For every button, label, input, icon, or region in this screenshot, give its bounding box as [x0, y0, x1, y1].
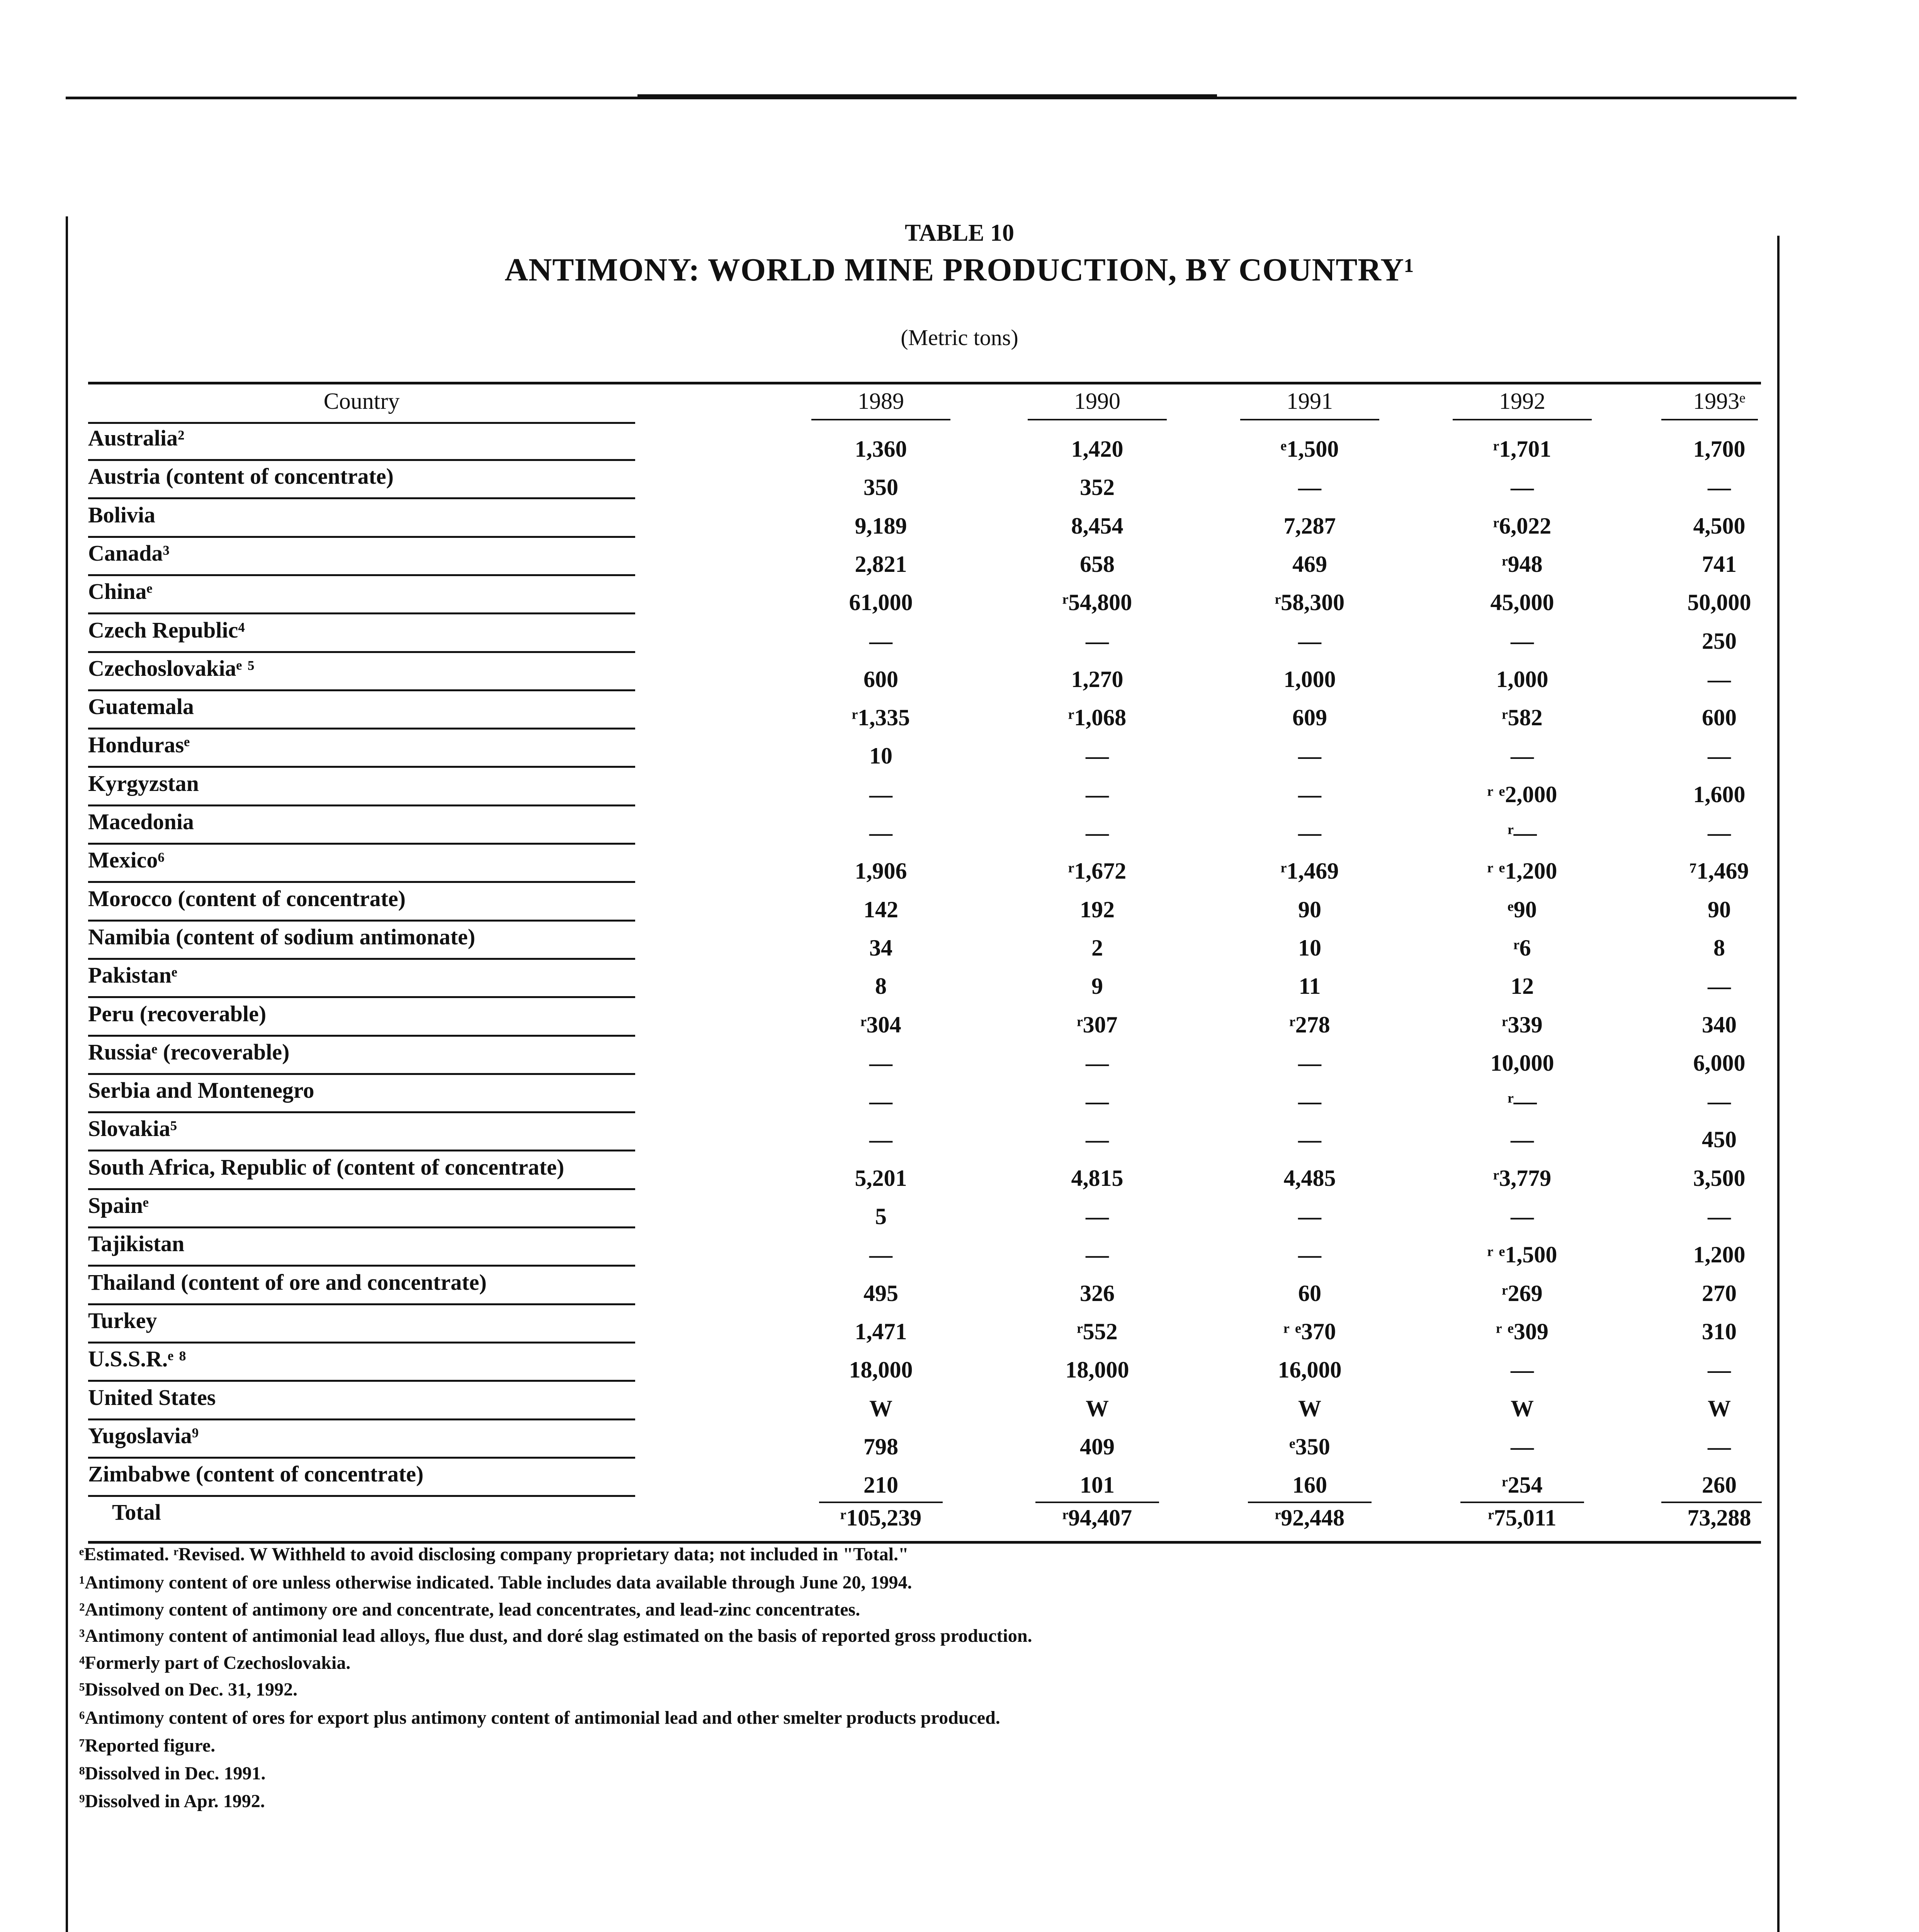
country-name: Peru (recoverable) [88, 1001, 267, 1026]
cell-value: 10 [869, 743, 892, 769]
cell-value: 4,485 [1283, 1165, 1336, 1191]
table-row [0, 1423, 1919, 1461]
cell-value: ʳ6,022 [1493, 513, 1552, 539]
cell-value: 8 [1713, 935, 1725, 961]
cell-value: — [869, 1242, 892, 1267]
total-overline-1990 [1035, 1502, 1159, 1503]
cell-value: 340 [1702, 1012, 1737, 1037]
table-row [0, 1154, 1919, 1193]
cell-value: 1,000 [1283, 667, 1336, 692]
cell-value: — [1708, 1434, 1731, 1459]
cell-value: 1,700 [1693, 436, 1746, 462]
cell-value: — [1086, 1050, 1109, 1076]
header-underline-1991 [1240, 419, 1379, 420]
cell-value: — [869, 628, 892, 654]
cell-value: 260 [1702, 1472, 1737, 1498]
cell-value: 61,000 [849, 590, 913, 615]
cell-value: ʳ254 [1502, 1472, 1543, 1498]
footnote: ³Antimony content of antimonial lead alloys, flue dust, and doré slag estimated on the basis of reported gross production. [79, 1626, 1032, 1646]
cell-value: 741 [1702, 551, 1737, 577]
row-underline [88, 612, 635, 614]
cell-value: 5 [875, 1204, 887, 1229]
country-name: U.S.S.R.ᵉ ⁸ [88, 1346, 186, 1371]
cell-value: — [1086, 1204, 1109, 1229]
country-name: Morocco (content of concentrate) [88, 886, 406, 911]
table-row-total [0, 1499, 1919, 1538]
cell-value: — [1298, 1204, 1321, 1229]
footnote: ⁶Antimony content of ores for export plus antimony content of antimonial lead and other smelter products produced. [79, 1708, 1000, 1728]
cell-value: ʳ278 [1289, 1012, 1330, 1037]
cell-value: W [1708, 1396, 1731, 1421]
header-bottom-rule [88, 422, 635, 424]
cell-value: ʳ339 [1502, 1012, 1543, 1037]
footnote: ⁹Dissolved in Apr. 1992. [79, 1791, 265, 1811]
cell-value: W [1511, 1396, 1534, 1421]
country-name: Slovakia⁵ [88, 1116, 177, 1141]
cell-value: 1,200 [1693, 1242, 1746, 1267]
footnote: ᵉEstimated. ʳRevised. W Withheld to avoid disclosing company proprietary data; not included in "Total." [79, 1544, 909, 1565]
cell-value: 11 [1299, 973, 1321, 999]
cell-value: 326 [1080, 1281, 1115, 1306]
cell-value: — [1708, 474, 1731, 500]
cell-value: ʳ1,469 [1280, 858, 1339, 884]
total-label: Total [112, 1500, 161, 1525]
cell-value: 450 [1702, 1127, 1737, 1152]
row-underline [88, 881, 635, 883]
cell-value: — [1708, 820, 1731, 845]
row-underline [88, 1418, 635, 1420]
cell-value: 1,471 [855, 1319, 907, 1344]
cell-value: — [1511, 628, 1534, 654]
cell-value: 270 [1702, 1281, 1737, 1306]
cell-value: — [1086, 1242, 1109, 1267]
cell-value: ʳ ᵉ1,500 [1487, 1242, 1557, 1267]
total-value-1990: ʳ94,407 [1062, 1505, 1132, 1531]
total-overline-1992 [1460, 1502, 1584, 1503]
cell-value: — [1511, 743, 1534, 769]
footnote: ⁴Formerly part of Czechoslovakia. [79, 1653, 351, 1673]
cell-value: ʳ— [1508, 1088, 1537, 1114]
cell-value: ʳ58,300 [1275, 590, 1345, 615]
cell-value: — [1298, 743, 1321, 769]
cell-value: 101 [1080, 1472, 1115, 1498]
cell-value: — [1708, 667, 1731, 692]
cell-value: 9,189 [855, 513, 907, 539]
cell-value: 2,821 [855, 551, 907, 577]
table-row [0, 655, 1919, 694]
cell-value: ʳ1,068 [1068, 705, 1127, 730]
cell-value: ᵉ350 [1289, 1434, 1330, 1459]
cell-value: ʳ307 [1077, 1012, 1118, 1037]
row-underline [88, 1342, 635, 1344]
table-units: (Metric tons) [901, 325, 1018, 350]
cell-value: — [1298, 1088, 1321, 1114]
cell-value: — [1511, 1204, 1534, 1229]
col-header-1993: 1993ᵉ [1693, 388, 1746, 414]
row-underline [88, 804, 635, 806]
col-header-1992: 1992 [1499, 388, 1545, 414]
cell-value: — [1298, 628, 1321, 654]
cell-value: 6,000 [1693, 1050, 1746, 1076]
cell-value: 90 [1298, 897, 1321, 922]
total-value-1993: 73,288 [1687, 1505, 1751, 1531]
cell-value: ʳ ᵉ309 [1496, 1319, 1548, 1344]
row-underline [88, 1265, 635, 1267]
cell-value: 409 [1080, 1434, 1115, 1459]
cell-value: 469 [1292, 551, 1327, 577]
cell-value: 5,201 [855, 1165, 907, 1191]
cell-value: — [1086, 628, 1109, 654]
row-underline [88, 1303, 635, 1305]
country-name: Thailand (content of ore and concentrate) [88, 1270, 487, 1295]
cell-value: 1,420 [1071, 436, 1124, 462]
cell-value: 7,287 [1283, 513, 1336, 539]
country-name: Bolivia [88, 502, 156, 527]
table-row [0, 962, 1919, 1001]
table-row [0, 1308, 1919, 1346]
table-row [0, 1001, 1919, 1039]
row-underline [88, 1150, 635, 1151]
country-name: Turkey [88, 1308, 157, 1333]
cell-value: 60 [1298, 1281, 1321, 1306]
total-value-1989: ʳ105,239 [840, 1505, 922, 1531]
cell-value: — [869, 1088, 892, 1114]
col-header-1989: 1989 [858, 388, 904, 414]
footnote: ⁵Dissolved on Dec. 31, 1992. [79, 1679, 298, 1700]
table-row [0, 463, 1919, 502]
cell-value: — [1298, 820, 1321, 845]
cell-value: — [1708, 743, 1731, 769]
cell-value: ʳ1,672 [1068, 858, 1127, 884]
table-row [0, 1346, 1919, 1384]
country-name: Zimbabwe (content of concentrate) [88, 1461, 424, 1486]
country-name: Guatemala [88, 694, 194, 719]
row-underline [88, 958, 635, 960]
country-name: Yugoslavia⁹ [88, 1423, 199, 1448]
cell-value: ʳ— [1508, 820, 1537, 845]
country-name: Mexico⁶ [88, 847, 165, 872]
table-row [0, 809, 1919, 847]
cell-value: 1,600 [1693, 782, 1746, 807]
footnote: ⁷Reported figure. [79, 1735, 216, 1756]
cell-value: ʳ269 [1502, 1281, 1543, 1306]
table-row [0, 1077, 1919, 1116]
cell-value: 350 [863, 474, 898, 500]
cell-value: 658 [1080, 551, 1115, 577]
footnote: ¹Antimony content of ore unless otherwise indicated. Table includes data available through June 20, 1994. [79, 1572, 912, 1593]
cell-value: 10 [1298, 935, 1321, 961]
cell-value: — [869, 1127, 892, 1152]
cell-value: — [1708, 973, 1731, 999]
col-header-country: Country [323, 388, 400, 414]
table-row [0, 617, 1919, 656]
cell-value: 1,360 [855, 436, 907, 462]
cell-value: — [1708, 1357, 1731, 1383]
table-row [0, 694, 1919, 732]
cell-value: 12 [1511, 973, 1534, 999]
country-name: United States [88, 1385, 216, 1410]
country-name: Czechoslovakiaᵉ ⁵ [88, 656, 255, 681]
cell-value: — [869, 820, 892, 845]
cell-value: ʳ582 [1502, 705, 1543, 730]
row-underline [88, 1035, 635, 1037]
cell-value: 16,000 [1278, 1357, 1342, 1383]
row-underline [88, 459, 635, 461]
country-name: Macedonia [88, 809, 194, 834]
cell-value: 4,815 [1071, 1165, 1124, 1191]
country-name: Australia² [88, 425, 185, 451]
table-row [0, 1116, 1919, 1154]
cell-value: ʳ ᵉ370 [1283, 1319, 1336, 1344]
cell-value: ᵉ90 [1508, 897, 1537, 922]
cell-value: 34 [869, 935, 892, 961]
country-name: Czech Republic⁴ [88, 617, 245, 643]
total-value-1991: ʳ92,448 [1275, 1505, 1345, 1531]
col-header-1990: 1990 [1074, 388, 1120, 414]
cell-value: ʳ ᵉ1,200 [1487, 858, 1557, 884]
table-row [0, 1192, 1919, 1231]
cell-value: ʳ54,800 [1062, 590, 1132, 615]
row-underline [88, 920, 635, 922]
row-underline [88, 996, 635, 998]
cell-value: ᵉ1,500 [1280, 436, 1339, 462]
cell-value: ʳ1,335 [852, 705, 910, 730]
country-name: Russiaᵉ (recoverable) [88, 1039, 290, 1065]
row-underline [88, 1111, 635, 1113]
cell-value: W [1086, 1396, 1109, 1421]
table-row [0, 924, 1919, 963]
cell-value: 2 [1091, 935, 1103, 961]
cell-value: 1,000 [1496, 667, 1548, 692]
row-underline [88, 1188, 635, 1190]
cell-value: 10,000 [1490, 1050, 1554, 1076]
table-row [0, 732, 1919, 770]
top-rule-heavy [637, 94, 1217, 99]
cell-value: ⁷1,469 [1690, 858, 1749, 884]
cell-value: — [869, 1050, 892, 1076]
cell-value: 8 [875, 973, 887, 999]
cell-value: 192 [1080, 897, 1115, 922]
country-name: South Africa, Republic of (content of concentrate) [88, 1155, 564, 1180]
table-number: TABLE 10 [904, 220, 1015, 246]
cell-value: ʳ6 [1513, 935, 1531, 961]
country-name: Tajikistan [88, 1231, 185, 1256]
cell-value: — [1086, 1088, 1109, 1114]
table-row [0, 1039, 1919, 1078]
row-underline [88, 1457, 635, 1459]
cell-value: 609 [1292, 705, 1327, 730]
cell-value: ʳ3,779 [1493, 1165, 1552, 1191]
table-row [0, 1231, 1919, 1269]
cell-value: ʳ1,701 [1493, 436, 1552, 462]
col-header-1991: 1991 [1287, 388, 1333, 414]
cell-value: — [1511, 1434, 1534, 1459]
table-row [0, 847, 1919, 886]
country-name: Hondurasᵉ [88, 732, 190, 757]
row-underline [88, 766, 635, 768]
cell-value: 90 [1708, 897, 1731, 922]
cell-value: ʳ304 [860, 1012, 901, 1037]
total-value-1992: ʳ75,011 [1488, 1505, 1557, 1531]
cell-value: 142 [863, 897, 898, 922]
table-bottom-rule [88, 1541, 1761, 1544]
country-name: Canada³ [88, 541, 170, 566]
table-row [0, 540, 1919, 579]
total-overline-1993 [1661, 1502, 1762, 1503]
cell-value: — [1511, 474, 1534, 500]
cell-value: 495 [863, 1281, 898, 1306]
total-overline-1991 [1248, 1502, 1372, 1503]
header-underline-1993 [1661, 419, 1758, 420]
cell-value: 18,000 [849, 1357, 913, 1383]
cell-value: ʳ552 [1077, 1319, 1118, 1344]
table-row [0, 425, 1919, 464]
cell-value: — [1298, 782, 1321, 807]
cell-value: — [1511, 1127, 1534, 1152]
table-title: ANTIMONY: WORLD MINE PRODUCTION, BY COUNTRY¹ [505, 252, 1414, 288]
country-name: Chinaᵉ [88, 579, 153, 604]
cell-value: ʳ948 [1502, 551, 1543, 577]
cell-value: 1,906 [855, 858, 907, 884]
cell-value: — [1086, 1127, 1109, 1152]
cell-value: 210 [863, 1472, 898, 1498]
row-underline [88, 574, 635, 576]
cell-value: — [1708, 1088, 1731, 1114]
total-overline-1989 [819, 1502, 943, 1503]
footnote: ²Antimony content of antimony ore and concentrate, lead concentrates, and lead-zinc concentrates. [79, 1599, 860, 1620]
table-row [0, 1269, 1919, 1308]
cell-value: — [1511, 1357, 1534, 1383]
header-underline-1992 [1453, 419, 1592, 420]
cell-value: 310 [1702, 1319, 1737, 1344]
row-underline [88, 728, 635, 730]
country-name: Pakistanᵉ [88, 963, 177, 988]
cell-value: 8,454 [1071, 513, 1124, 539]
row-underline [88, 843, 635, 845]
country-name: Serbia and Montenegro [88, 1078, 314, 1103]
cell-value: 600 [1702, 705, 1737, 730]
cell-value: 45,000 [1490, 590, 1554, 615]
cell-value: — [869, 782, 892, 807]
table-row [0, 578, 1919, 617]
cell-value: 798 [863, 1434, 898, 1459]
table-row [0, 886, 1919, 924]
cell-value: ʳ ᵉ2,000 [1487, 782, 1557, 807]
cell-value: — [1298, 474, 1321, 500]
cell-value: 1,270 [1071, 667, 1124, 692]
cell-value: W [869, 1396, 892, 1421]
row-underline [88, 1226, 635, 1228]
row-underline [88, 497, 635, 499]
header-underline-1989 [811, 419, 950, 420]
header-underline-1990 [1028, 419, 1167, 420]
cell-value: — [1086, 820, 1109, 845]
cell-value: — [1298, 1050, 1321, 1076]
cell-value: 9 [1091, 973, 1103, 999]
cell-value: 50,000 [1687, 590, 1751, 615]
country-name: Namibia (content of sodium antimonate) [88, 924, 476, 949]
cell-value: — [1086, 743, 1109, 769]
cell-value: — [1708, 1204, 1731, 1229]
cell-value: 3,500 [1693, 1165, 1746, 1191]
country-name: Austria (content of concentrate) [88, 464, 394, 489]
table-row [0, 502, 1919, 541]
footnote: ⁸Dissolved in Dec. 1991. [79, 1763, 266, 1784]
cell-value: 352 [1080, 474, 1115, 500]
row-underline [88, 1495, 635, 1497]
country-name: Spainᵉ [88, 1193, 149, 1218]
row-underline [88, 651, 635, 653]
row-underline [88, 689, 635, 691]
row-underline [88, 1380, 635, 1382]
cell-value: 160 [1292, 1472, 1327, 1498]
table-row [0, 1461, 1919, 1500]
table-row [0, 770, 1919, 809]
header-top-rule [88, 382, 1761, 384]
cell-value: — [1086, 782, 1109, 807]
row-underline [88, 1073, 635, 1075]
cell-value: — [1298, 1242, 1321, 1267]
cell-value: 250 [1702, 628, 1737, 654]
country-name: Kyrgyzstan [88, 771, 199, 796]
cell-value: — [1298, 1127, 1321, 1152]
row-underline [88, 536, 635, 538]
cell-value: W [1298, 1396, 1321, 1421]
table-row [0, 1384, 1919, 1423]
cell-value: 4,500 [1693, 513, 1746, 539]
cell-value: 18,000 [1065, 1357, 1129, 1383]
cell-value: 600 [863, 667, 898, 692]
